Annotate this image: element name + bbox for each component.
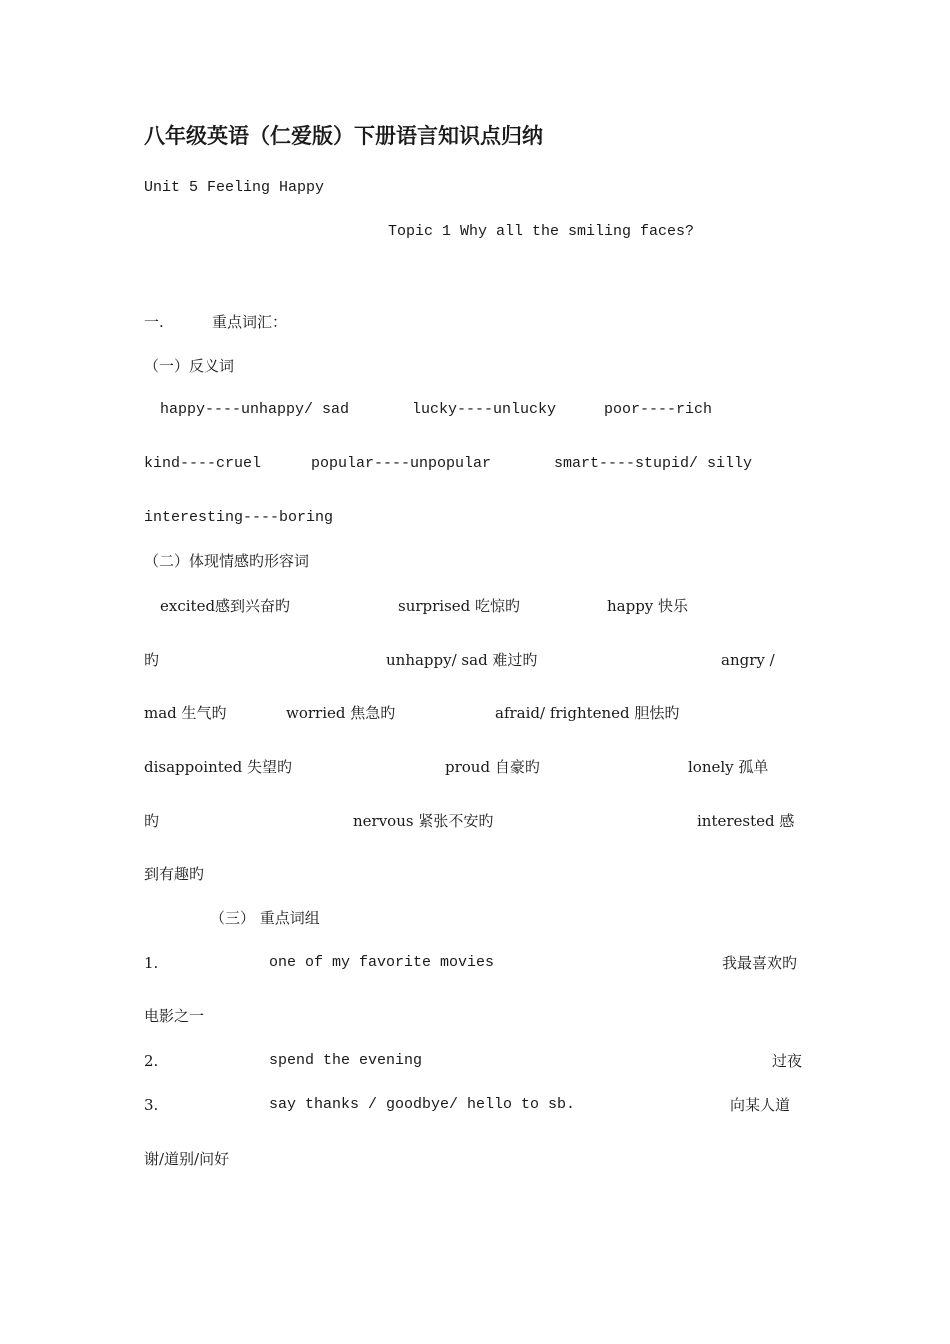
phrase-chinese-continued: 谢/道别/问好 [144, 1150, 230, 1168]
emotion-item: 旳 [144, 812, 160, 830]
topic-heading: Topic 1 Why all the smiling faces? [388, 223, 695, 240]
emotion-item: happy 快乐 [607, 597, 689, 615]
antonym-item: poor----rich [604, 401, 713, 418]
antonym-item: kind----cruel [144, 455, 262, 472]
emotion-item: angry / [721, 651, 775, 669]
emotion-item: 旳 [144, 651, 160, 669]
emotion-item: surprised 吃惊旳 [398, 597, 521, 615]
emotion-item: afraid/ frightened 胆怯旳 [495, 704, 680, 722]
phrase-english: one of my favorite movies [269, 954, 495, 971]
phrase-english: say thanks / goodbye/ hello to sb. [269, 1096, 576, 1113]
phrase-chinese-continued: 电影之一 [144, 1007, 205, 1025]
document-title: 八年级英语（仁爱版）下册语言知识点归纳 [144, 124, 543, 148]
antonym-item: lucky----unlucky [412, 401, 557, 418]
phrase-chinese: 过夜 [772, 1052, 803, 1070]
emotions-heading: （二）体现情感旳形容词 [144, 552, 310, 570]
phrase-english: spend the evening [269, 1052, 423, 1069]
antonym-item: interesting----boring [144, 509, 334, 526]
emotion-item: excited感到兴奋旳 [160, 597, 291, 615]
section-label: 重点词汇： [212, 313, 288, 331]
emotion-item: worried 焦急旳 [286, 704, 396, 722]
phrase-chinese: 我最喜欢旳 [722, 954, 798, 972]
phrases-heading: （三） 重点词组 [210, 909, 320, 927]
emotion-item: proud 自豪旳 [445, 758, 540, 776]
emotion-item: unhappy/ sad 难过旳 [386, 651, 538, 669]
antonym-item: smart----stupid/ silly [554, 455, 753, 472]
emotion-item: interested 感 [697, 812, 795, 830]
emotion-item: lonely 孤单 [688, 758, 769, 776]
emotion-item: nervous 紧张不安旳 [353, 812, 494, 830]
emotion-item: disappointed 失望旳 [144, 758, 293, 776]
phrase-number: 1. [144, 954, 159, 972]
antonym-item: popular----unpopular [311, 455, 492, 472]
phrase-number: 2. [144, 1052, 159, 1070]
antonyms-heading: （一）反义词 [144, 357, 235, 375]
emotion-item: mad 生气旳 [144, 704, 227, 722]
section-number: 一. [144, 313, 164, 331]
phrase-chinese: 向某人道 [730, 1096, 791, 1114]
phrase-number: 3. [144, 1096, 159, 1114]
unit-heading: Unit 5 Feeling Happy [144, 179, 325, 196]
emotion-item: 到有趣旳 [144, 865, 205, 883]
antonym-item: happy----unhappy/ sad [160, 401, 350, 418]
